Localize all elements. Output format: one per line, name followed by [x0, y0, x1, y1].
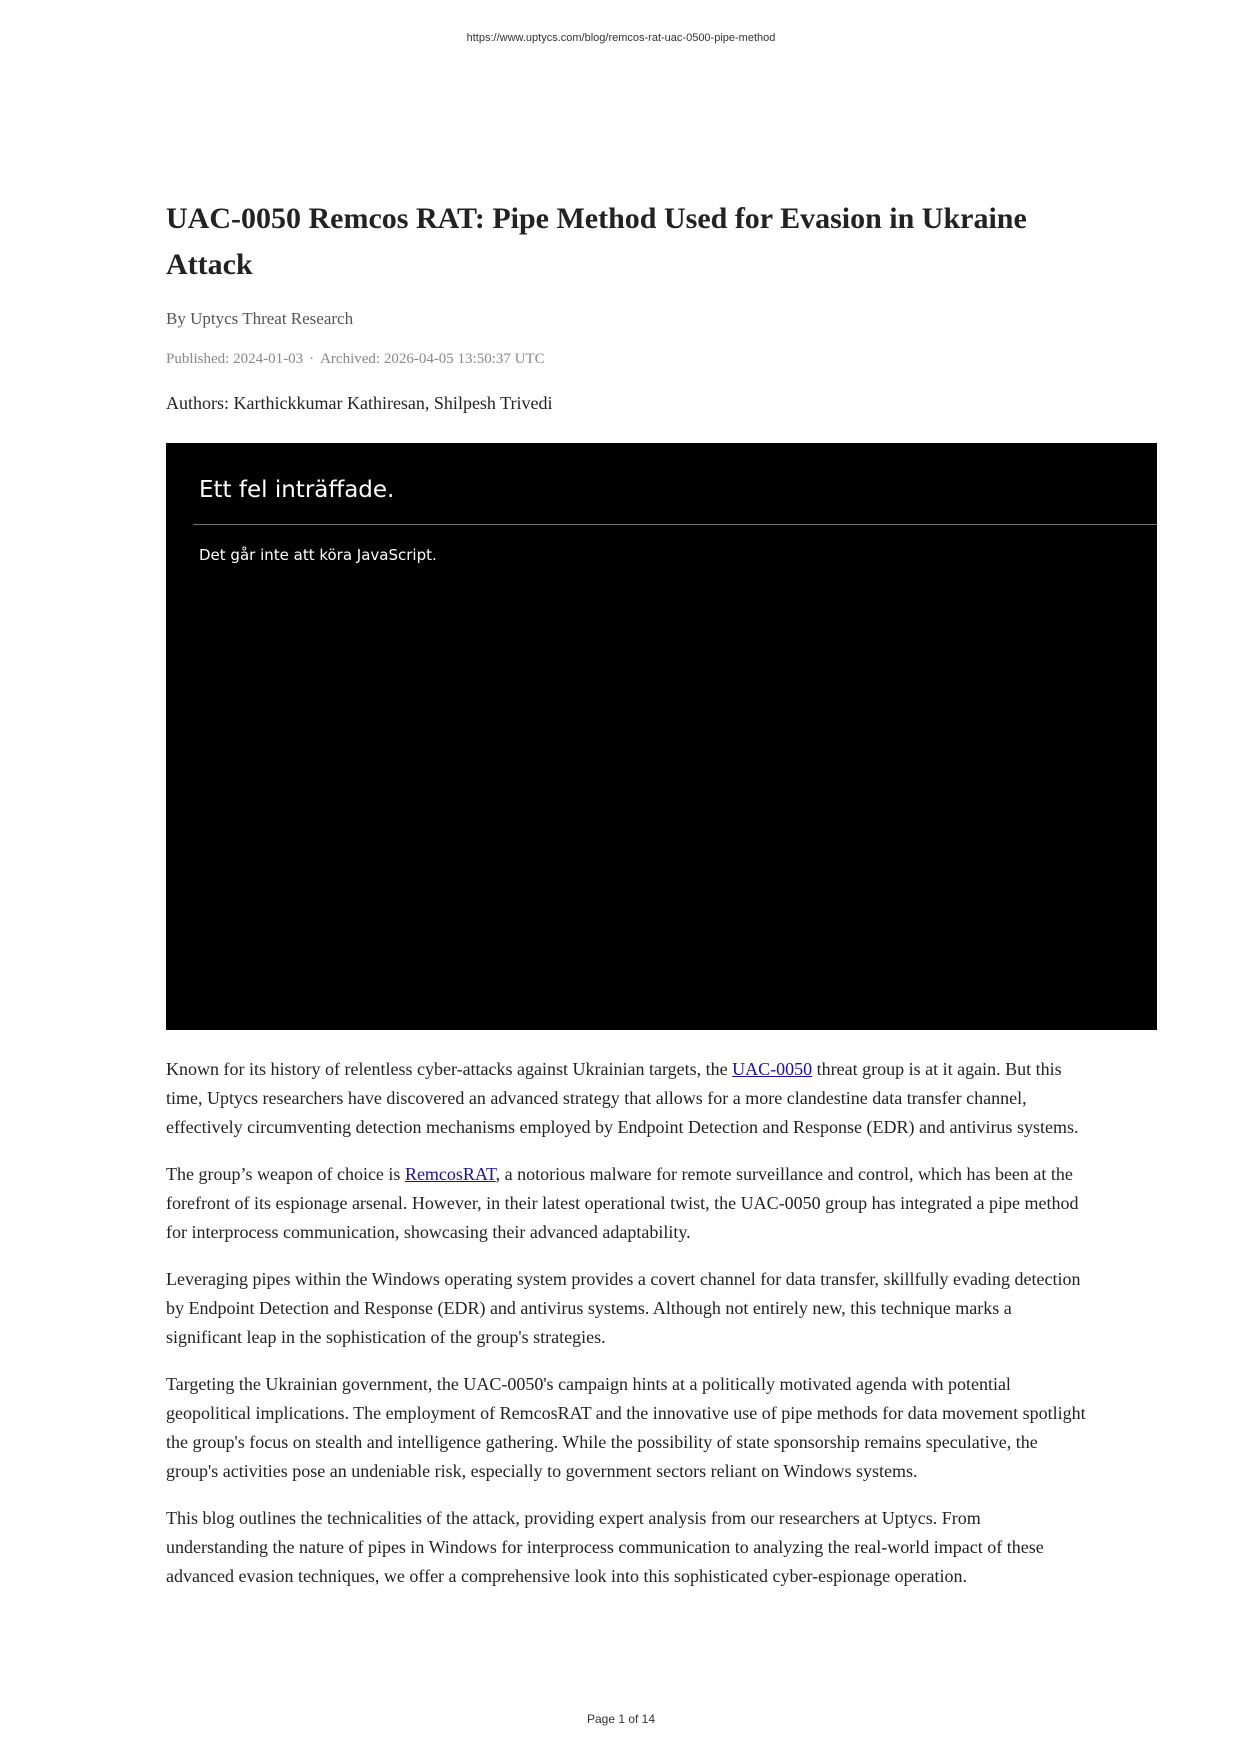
remcosrat-link[interactable]: RemcosRAT — [404, 1164, 496, 1184]
article-byline: By Uptycs Threat Research — [166, 309, 354, 328]
page-indicator: Page 1 of 14 — [586, 1712, 656, 1726]
video-divider — [193, 524, 1157, 525]
page-url: https://www.uptycs.com/blog/remcos-rat-uac-0500-pipe-method — [466, 32, 776, 44]
uac-0050-link[interactable]: UAC-0050 — [732, 1059, 813, 1079]
archived-date: Archived: 2026-04-05 13:50:37 UTC — [320, 351, 545, 367]
published-date: Published: 2024-01-03 — [166, 351, 304, 367]
article-title: UAC-0050 Remcos RAT: Pipe Method Used for Evasion in Ukraine Attack — [166, 202, 1027, 281]
article-authors: Authors: Karthickkumar Kathiresan, Shilpesh Trivedi — [166, 393, 553, 413]
video-embed[interactable] — [166, 443, 1157, 1030]
meta-separator: · — [309, 351, 315, 367]
article-header — [166, 196, 1086, 415]
paragraph-1: Known for its history of relentless cyber-attacks against Ukrainian targets, the UAC-0050 threat group is at it again. But this time, Uptycs researchers have discovered an advanced strategy that allows for a more clandestine data transfer channel, effectively circumventing detection mechanisms employed by Endpoint Detection and Response (EDR) and antivirus systems. — [166, 1059, 1079, 1137]
paragraph-2: The group’s weapon of choice is RemcosRAT, a notorious malware for remote surveillance and control, which has been at the forefront of its espionage arsenal. However, in their latest operational twist, the UAC-0050 group has integrated a pipe method for interprocess communication, showcasing their advanced adaptability. — [166, 1164, 1079, 1242]
paragraph-5: This blog outlines the technicalities of the attack, providing expert analysis from our researchers at Uptycs. From understanding the nature of pipes in Windows for interprocess communication to analyzing the real-world impact of these advanced evasion techniques, we offer a comprehensive look into this sophisticated cyber-espionage operation. — [166, 1508, 1044, 1586]
video-error-title: Ett fel inträffade. — [199, 477, 395, 503]
video-error-message: Det går inte att köra JavaScript. — [199, 546, 437, 564]
article-body — [166, 1055, 1086, 1609]
paragraph-3: Leveraging pipes within the Windows operating system provides a covert channel for data transfer, skillfully evading detection by Endpoint Detection and Response (EDR) and antivirus systems. Although not entirely new, this technique marks a significant leap in the sophistication of the group's strategies. — [166, 1269, 1081, 1347]
paragraph-4: Targeting the Ukrainian government, the UAC-0050's campaign hints at a politically motivated agenda with potential geopolitical implications. The employment of RemcosRAT and the innovative use of pipe methods for data movement spotlight the group's focus on stealth and intelligence gathering. While the possibility of state sponsorship remains speculative, the group's activities pose an undeniable risk, especially to government sectors reliant on Windows systems. — [166, 1374, 1086, 1481]
article-meta — [166, 349, 1086, 369]
